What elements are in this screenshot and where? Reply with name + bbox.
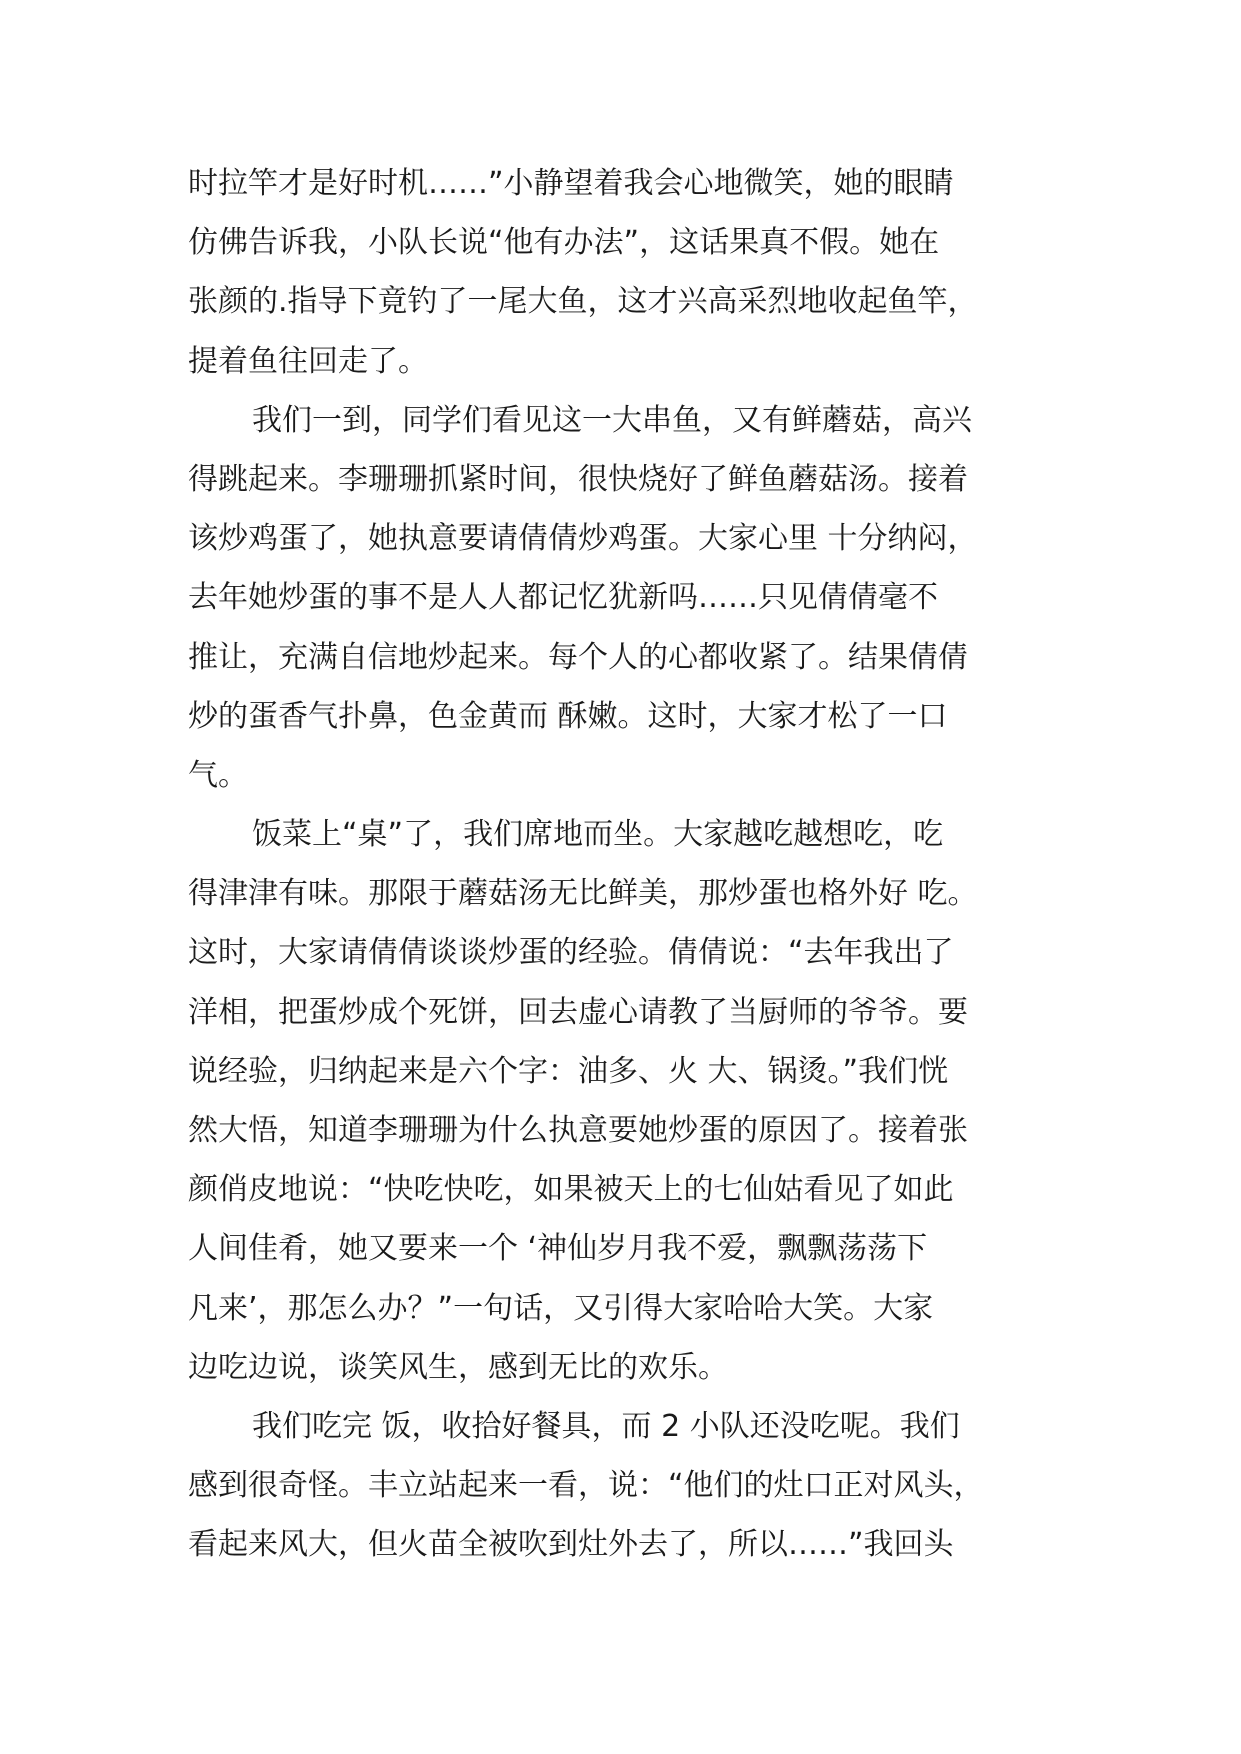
body-text	[188, 154, 1068, 1575]
text-line: 饭菜上“桌”了，我们席地而坐。大家越吃越想吃，吃	[252, 817, 944, 853]
paragraph-2	[188, 391, 1068, 805]
text-line: 仿佛告诉我，小队长说“他有办法”，这话果真不假。她在	[188, 225, 940, 261]
paragraph-4	[188, 1397, 1068, 1575]
text-line: 说经验，归纳起来是六个字：油多、火 大、锅烫。”我们恍	[188, 1053, 949, 1089]
text-line: 看起来风大，但火苗全被吹到灶外去了，所以……”我回头	[188, 1527, 954, 1563]
text-line: 该炒鸡蛋了，她执意要请倩倩炒鸡蛋。大家心里 十分纳闷，	[188, 521, 978, 557]
text-line: 提着鱼往回走了。	[188, 343, 428, 379]
text-line: 炒的蛋香气扑鼻，色金黄而 酥嫩。这时，大家才松了一口	[188, 698, 948, 734]
text-line: 边吃边说，谈笑风生，感到无比的欢乐。	[188, 1349, 728, 1385]
text-line: 气。	[188, 757, 248, 793]
text-line: 得跳起来。李珊珊抓紧时间，很快烧好了鲜鱼蘑菇汤。接着	[188, 461, 968, 497]
text-line: 得津津有味。那限于蘑菇汤无比鲜美，那炒蛋也格外好 吃。	[188, 876, 978, 912]
text-line: 时拉竿才是好时机……”小静望着我会心地微笑，她的眼睛	[188, 166, 954, 201]
text-line: 去年她炒蛋的事不是人人都记忆犹新吗……只见倩倩毫不	[188, 580, 938, 616]
text-line: 这时，大家请倩倩谈谈炒蛋的经验。倩倩说：“去年我出了	[188, 935, 954, 971]
text-line: 我们一到，同学们看见这一大串鱼，又有鲜蘑菇，高兴	[252, 402, 972, 438]
text-line: 凡来’，那怎么办？”一句话，又引得大家哈哈大笑。大家	[188, 1290, 934, 1326]
text-line: 推让，充满自信地炒起来。每个人的心都收紧了。结果倩倩	[188, 639, 968, 675]
text-line: 洋相，把蛋炒成个死饼，回去虚心请教了当厨师的爷爷。要	[188, 994, 968, 1030]
text-line: 感到很奇怪。丰立站起来一看，说：“他们的灶口正对风头，	[188, 1468, 984, 1504]
text-line: 人间佳肴，她又要来一个 ‘神仙岁月我不爱，飘飘荡荡下	[188, 1231, 928, 1267]
paragraph-3	[188, 805, 1068, 1397]
text-line: 张颜的.指导下竟钓了一尾大鱼，这才兴高采烈地收起鱼竿，	[188, 284, 978, 320]
text-line: 颜俏皮地说：“快吃快吃，如果被天上的七仙姑看见了如此	[188, 1172, 954, 1208]
paragraph-1	[188, 154, 1068, 391]
text-line: 然大悟，知道李珊珊为什么执意要她炒蛋的原因了。接着张	[188, 1113, 968, 1148]
text-line: 我们吃完 饭，收拾好餐具，而 2 小队还没吃呢。我们	[252, 1408, 960, 1444]
